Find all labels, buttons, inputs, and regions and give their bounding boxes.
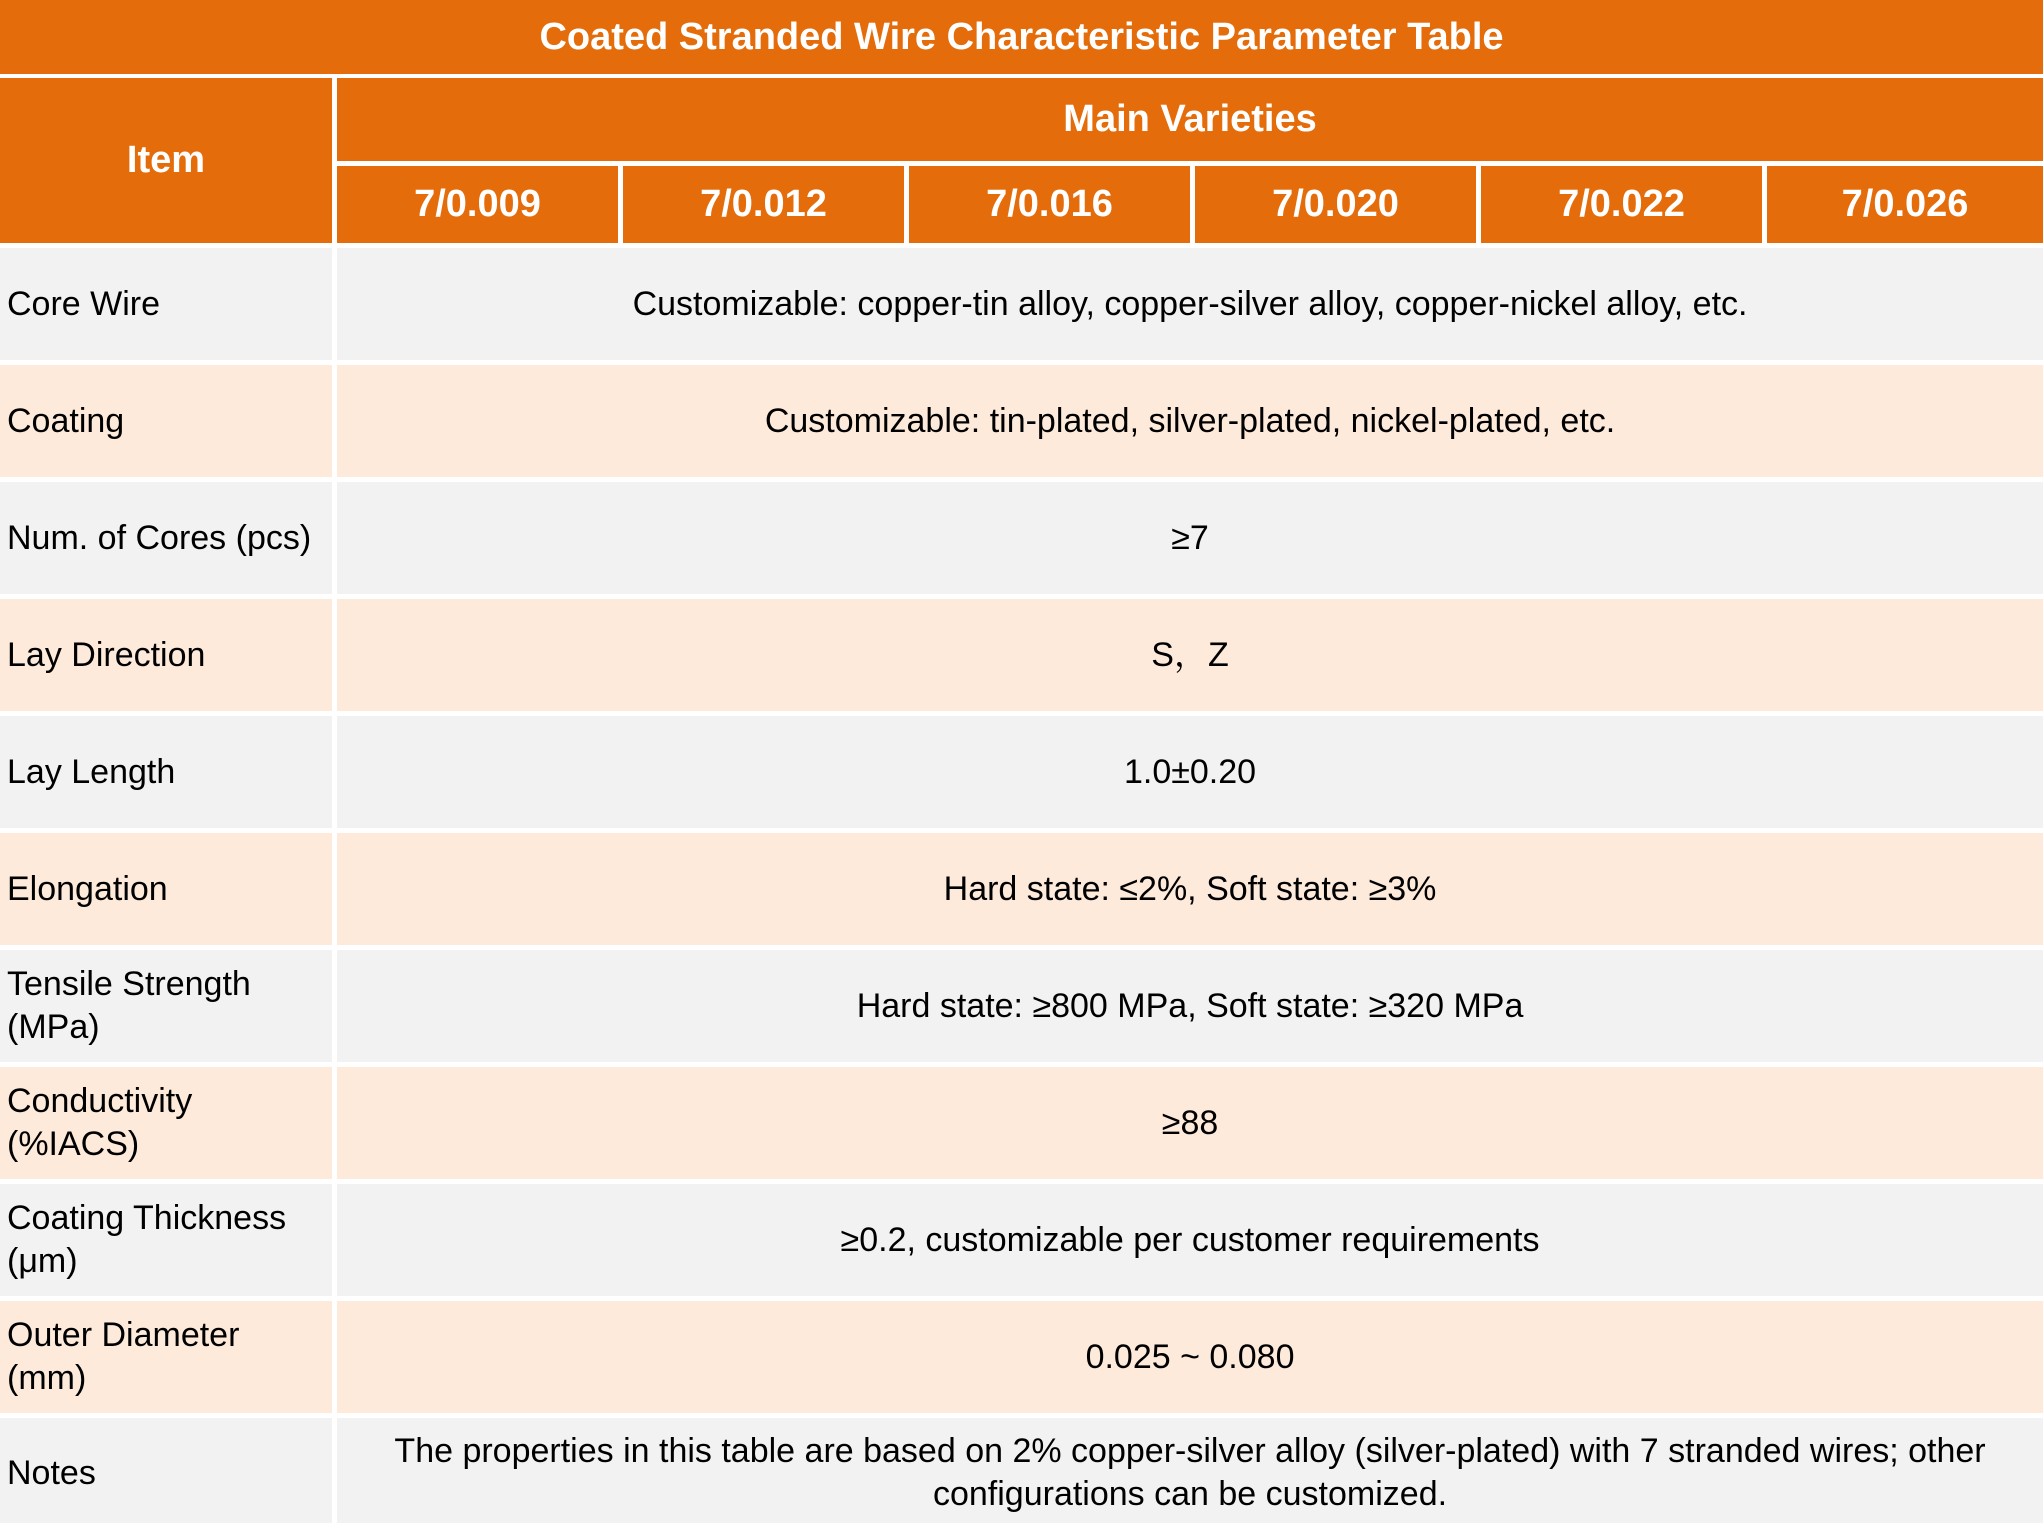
row-label: Notes [0, 1418, 337, 1523]
row-lay-length [0, 716, 2043, 833]
row-label: Outer Diameter (mm) [0, 1301, 337, 1418]
row-value: Customizable: tin-plated, silver-plated, nickel-plated, etc. [337, 365, 2043, 482]
row-label: Lay Direction [0, 599, 337, 716]
parameter-table [0, 78, 2043, 1523]
row-label: Coating [0, 365, 337, 482]
row-value: ≥88 [337, 1067, 2043, 1184]
row-value: 1.0±0.20 [337, 716, 2043, 833]
header-variety-7-0-009: 7/0.009 [337, 166, 623, 248]
row-value: Hard state: ≥800 MPa, Soft state: ≥320 MPa [337, 950, 2043, 1067]
row-notes [0, 1418, 2043, 1523]
row-outer-diameter [0, 1301, 2043, 1418]
row-label: Core Wire [0, 248, 337, 365]
row-label: Conductivity (%IACS) [0, 1067, 337, 1184]
header-variety-7-0-026: 7/0.026 [1767, 166, 2043, 248]
row-label: Elongation [0, 833, 337, 950]
row-value: S，Z [337, 599, 2043, 716]
table-title: Coated Stranded Wire Characteristic Parameter Table [0, 0, 2043, 74]
header-item: Item [0, 78, 337, 248]
row-label: Coating Thickness (μm) [0, 1184, 337, 1301]
row-label: Tensile Strength (MPa) [0, 950, 337, 1067]
header-variety-7-0-022: 7/0.022 [1481, 166, 1767, 248]
header-variety-7-0-012: 7/0.012 [623, 166, 909, 248]
header-variety-7-0-016: 7/0.016 [909, 166, 1195, 248]
row-value: ≥7 [337, 482, 2043, 599]
row-label: Lay Length [0, 716, 337, 833]
row-core-wire [0, 248, 2043, 365]
row-num-of-cores [0, 482, 2043, 599]
row-label: Num. of Cores (pcs) [0, 482, 337, 599]
row-lay-direction [0, 599, 2043, 716]
row-tensile-strength [0, 950, 2043, 1067]
row-value: 0.025 ~ 0.080 [337, 1301, 2043, 1418]
row-value: The properties in this table are based on 2% copper-silver alloy (silver-plated) with 7 stranded wires; other configurations can be customized. [337, 1418, 2043, 1523]
row-coating [0, 365, 2043, 482]
row-value: Hard state: ≤2%, Soft state: ≥3% [337, 833, 2043, 950]
header-main-varieties: Main Varieties [337, 78, 2043, 166]
row-conductivity [0, 1067, 2043, 1184]
row-coating-thickness [0, 1184, 2043, 1301]
row-value: ≥0.2, customizable per customer requirements [337, 1184, 2043, 1301]
row-elongation [0, 833, 2043, 950]
header-variety-7-0-020: 7/0.020 [1195, 166, 1481, 248]
row-value: Customizable: copper-tin alloy, copper-silver alloy, copper-nickel alloy, etc. [337, 248, 2043, 365]
